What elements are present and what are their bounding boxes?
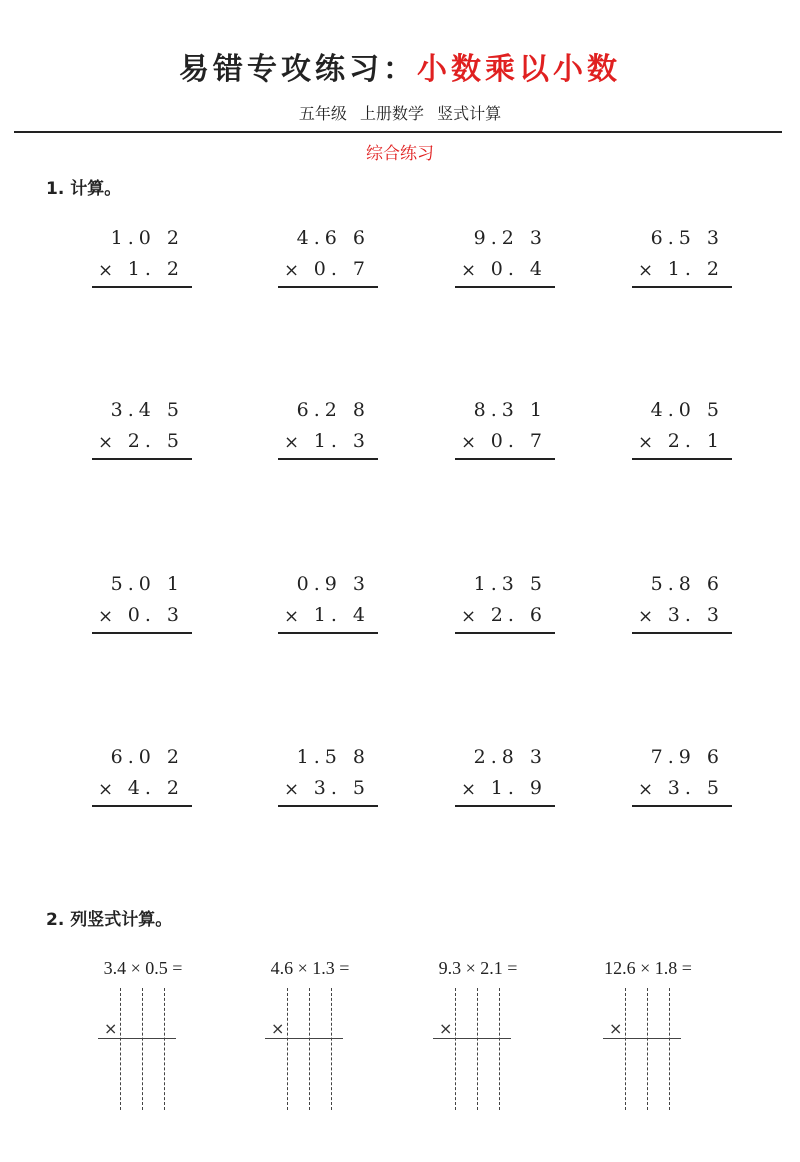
- times-sign: ×: [98, 606, 114, 627]
- answer-line: [278, 632, 378, 634]
- answer-line: [92, 805, 192, 807]
- page-subtitle: [0, 102, 800, 126]
- times-sign: ×: [461, 260, 477, 281]
- answer-line: [98, 1038, 176, 1039]
- times-sign: ×: [638, 432, 654, 453]
- multiplier: 0. 4: [490, 258, 547, 280]
- multiplicand: 6.5 3: [650, 227, 724, 249]
- dashed-column-guide: [625, 988, 626, 1110]
- multiplication-problem: [278, 571, 378, 641]
- multiplier: 3. 5: [667, 777, 724, 799]
- multiplication-problem: [92, 571, 192, 641]
- times-sign: ×: [104, 1019, 118, 1038]
- dashed-column-guide: [142, 988, 143, 1110]
- multiplication-problem: [278, 397, 378, 467]
- times-sign: ×: [284, 432, 300, 453]
- dashed-column-guide: [309, 988, 310, 1110]
- dashed-column-guide: [164, 988, 165, 1110]
- multiplication-problem: [92, 397, 192, 467]
- multiplier: 3. 5: [313, 777, 370, 799]
- multiplicand: 0.9 3: [296, 573, 370, 595]
- multiplicand: 3.4 5: [110, 399, 184, 421]
- times-sign: ×: [284, 779, 300, 800]
- answer-line: [92, 286, 192, 288]
- answer-line: [92, 632, 192, 634]
- times-sign: ×: [638, 779, 654, 800]
- times-sign: ×: [271, 1019, 285, 1038]
- multiplicand: 5.8 6: [650, 573, 724, 595]
- dashed-column-guide: [287, 988, 288, 1110]
- answer-line: [632, 632, 732, 634]
- times-sign: ×: [461, 432, 477, 453]
- multiplication-problem: [632, 225, 732, 295]
- question-2-heading: 2. 列竖式计算。: [46, 910, 173, 930]
- times-sign: ×: [461, 779, 477, 800]
- multiplicand: 4.0 5: [650, 399, 724, 421]
- dashed-column-guide: [669, 988, 670, 1110]
- answer-line: [632, 286, 732, 288]
- answer-line: [278, 458, 378, 460]
- dashed-column-guide: [499, 988, 500, 1110]
- expression-text: 4.6 × 1.3 =: [270, 958, 350, 978]
- multiplier: 1. 2: [667, 258, 724, 280]
- multiplicand: 8.3 1: [473, 399, 547, 421]
- answer-line: [455, 458, 555, 460]
- subtitle-topic: 竖式计算: [437, 104, 502, 123]
- expression-block: [423, 956, 533, 1116]
- multiplication-problem: [92, 225, 192, 295]
- times-sign: ×: [98, 432, 114, 453]
- multiplier: 3. 3: [667, 604, 724, 626]
- multiplier: 2. 6: [490, 604, 547, 626]
- multiplication-problem: [278, 744, 378, 814]
- page-title: [0, 48, 800, 92]
- expression-block: [255, 956, 365, 1116]
- answer-line: [265, 1038, 343, 1039]
- title-red: 小数乘以小数: [417, 52, 621, 87]
- times-sign: ×: [284, 260, 300, 281]
- answer-line: [433, 1038, 511, 1039]
- multiplier: 2. 5: [127, 430, 184, 452]
- multiplicand: 6.0 2: [110, 746, 184, 768]
- answer-line: [92, 458, 192, 460]
- times-sign: ×: [439, 1019, 453, 1038]
- answer-line: [455, 632, 555, 634]
- title-black: 易错专攻练习：: [179, 52, 417, 87]
- times-sign: ×: [284, 606, 300, 627]
- multiplier: 1. 9: [490, 777, 547, 799]
- multiplier: 1. 4: [313, 604, 370, 626]
- multiplier: 1. 2: [127, 258, 184, 280]
- multiplication-problem: [455, 225, 555, 295]
- expression-text: 12.6 × 1.8 =: [604, 958, 692, 978]
- subtitle-grade: 五年级: [298, 104, 347, 123]
- multiplier: 0. 7: [313, 258, 370, 280]
- subtitle-book: 上册数学: [359, 104, 424, 123]
- answer-line: [278, 805, 378, 807]
- times-sign: ×: [98, 260, 114, 281]
- multiplicand: 2.8 3: [473, 746, 547, 768]
- times-sign: ×: [638, 260, 654, 281]
- multiplicand: 1.5 8: [296, 746, 370, 768]
- times-sign: ×: [609, 1019, 623, 1038]
- expression-block: [593, 956, 703, 1116]
- multiplier: 2. 1: [667, 430, 724, 452]
- multiplicand: 6.2 8: [296, 399, 370, 421]
- dashed-column-guide: [647, 988, 648, 1110]
- multiplier: 1. 3: [313, 430, 370, 452]
- multiplication-problem: [92, 744, 192, 814]
- multiplication-problem: [632, 397, 732, 467]
- header-divider: [14, 131, 782, 133]
- multiplicand: 1.3 5: [473, 573, 547, 595]
- answer-line: [455, 286, 555, 288]
- answer-line: [278, 286, 378, 288]
- multiplicand: 4.6 6: [296, 227, 370, 249]
- multiplication-problem: [455, 397, 555, 467]
- multiplication-problem: [278, 225, 378, 295]
- multiplier: 0. 7: [490, 430, 547, 452]
- expression-text: 9.3 × 2.1 =: [438, 958, 518, 978]
- multiplier: 4. 2: [127, 777, 184, 799]
- multiplicand: 5.0 1: [110, 573, 184, 595]
- dashed-column-guide: [120, 988, 121, 1110]
- answer-line: [632, 458, 732, 460]
- answer-line: [632, 805, 732, 807]
- multiplicand: 1.0 2: [110, 227, 184, 249]
- dashed-column-guide: [477, 988, 478, 1110]
- dashed-column-guide: [455, 988, 456, 1110]
- expression-block: [88, 956, 198, 1116]
- multiplication-problem: [455, 744, 555, 814]
- multiplication-problem: [632, 744, 732, 814]
- multiplier: 0. 3: [127, 604, 184, 626]
- expression-text: 3.4 × 0.5 =: [103, 958, 183, 978]
- times-sign: ×: [638, 606, 654, 627]
- times-sign: ×: [461, 606, 477, 627]
- multiplicand: 7.9 6: [650, 746, 724, 768]
- answer-line: [455, 805, 555, 807]
- section-title: 综合练习: [366, 144, 434, 164]
- answer-line: [603, 1038, 681, 1039]
- multiplication-problem: [632, 571, 732, 641]
- question-1-heading: 1. 计算。: [46, 179, 122, 199]
- times-sign: ×: [98, 779, 114, 800]
- multiplication-problem: [455, 571, 555, 641]
- multiplicand: 9.2 3: [473, 227, 547, 249]
- dashed-column-guide: [331, 988, 332, 1110]
